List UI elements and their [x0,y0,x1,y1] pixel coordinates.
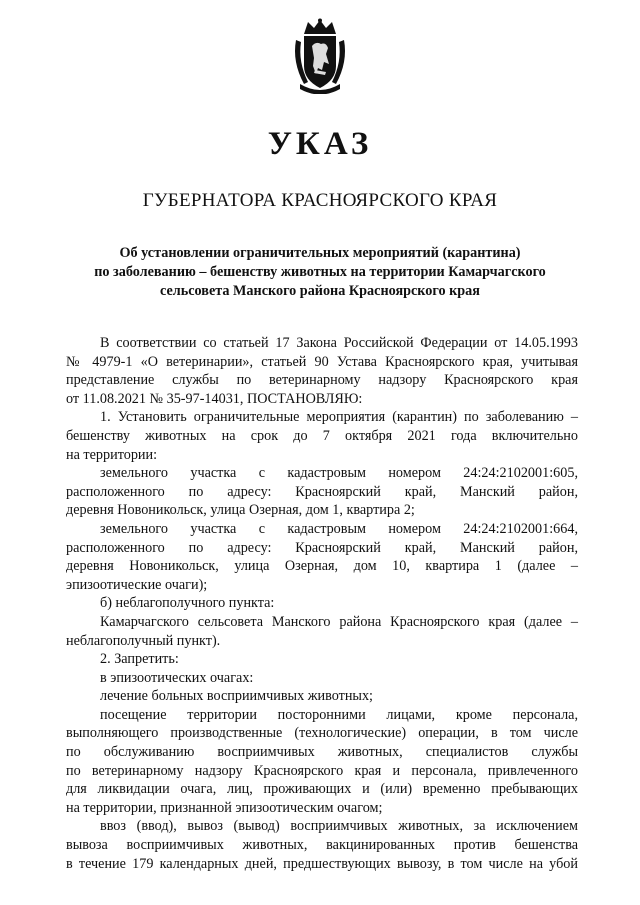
heading-line: по заболеванию – бешенству животных на территории Камарчагского [94,264,546,280]
document-type-title: УКАЗ [267,126,373,162]
heading-line: сельсовета Манского района Красноярского края [160,283,480,299]
text-line: выполняющего производственные (технологические) операции, в том числе [66,725,578,742]
text-line: Камарчагского сельсовета Манского района Красноярского края (далее – [100,613,578,630]
text-line: земельного участка с кадастровым номером 24:24:2102001:664, [100,520,578,537]
text-line: на территории: [66,446,158,463]
text-line: б) неблагополучного пункта: [100,595,275,612]
issuer-subtitle: ГУБЕРНАТОРА КРАСНОЯРСКОГО КРАЯ [142,190,498,211]
text-line: № 4979-1 «О ветеринарии», статьей 90 Устава Красноярского края, учитывая [66,353,578,370]
text-line: в эпизоотических очагах: [100,669,254,686]
text-line: вывоза восприимчивых животных, вакцинированных против бешенства [66,837,578,854]
text-line: расположенного по адресу: Красноярский край, Манский район, [66,483,578,500]
text-line: бешенству животных на срок до 7 октября 2021 года включительно [66,427,578,444]
text-line: по обслуживанию восприимчивых животных, специалистов службы [66,744,578,761]
text-line: деревня Новоникольск, улица Озерная, дом 10, квартира 1 (далее – [66,558,578,575]
text-line: от 11.08.2021 № 35-97-14031, ПОСТАНОВЛЯЮ: [66,390,363,407]
text-line: лечение больных восприимчивых животных; [100,688,373,705]
text-line: 1. Установить ограничительные мероприятия (карантин) по заболеванию – [100,409,578,426]
text-line: в течение 179 календарных дней, предшествующих вывозу, в том числе на убой [66,855,578,872]
text-line: деревня Новоникольск, улица Озерная, дом 1, квартира 2; [66,502,415,519]
text-line: расположенного по адресу: Красноярский край, Манский район, [66,539,578,556]
text-line: 2. Запретить: [100,651,179,668]
text-line: В соответствии со статьей 17 Закона Российской Федерации от 14.05.1993 [100,335,578,351]
krasnoyarsk-coat-of-arms-icon [290,18,350,94]
text-line: эпизоотические очаги); [66,576,208,593]
text-line: ввоз (ввод), вывоз (вывод) восприимчивых животных, за исключением [100,818,578,835]
text-line: по ветеринарному надзору Красноярского края и персонала, привлеченного [66,762,578,779]
heading-line: Об установлении ограничительных мероприятий (карантина) [119,245,521,261]
text-line: представление службы по ветеринарному надзору Красноярского края [66,372,578,389]
text-line: посещение территории посторонними лицами, кроме персонала, [100,706,578,723]
text-line: неблагополучный пункт). [66,632,221,649]
text-line: для ликвидации очага, лиц, проживающих и (или) временно пребывающих [66,781,578,798]
text-line: земельного участка с кадастровым номером 24:24:2102001:605, [100,465,578,482]
decree-body [66,334,578,873]
decree-heading [70,244,570,301]
text-line: на территории, признанной эпизоотическим очагом; [66,799,383,816]
